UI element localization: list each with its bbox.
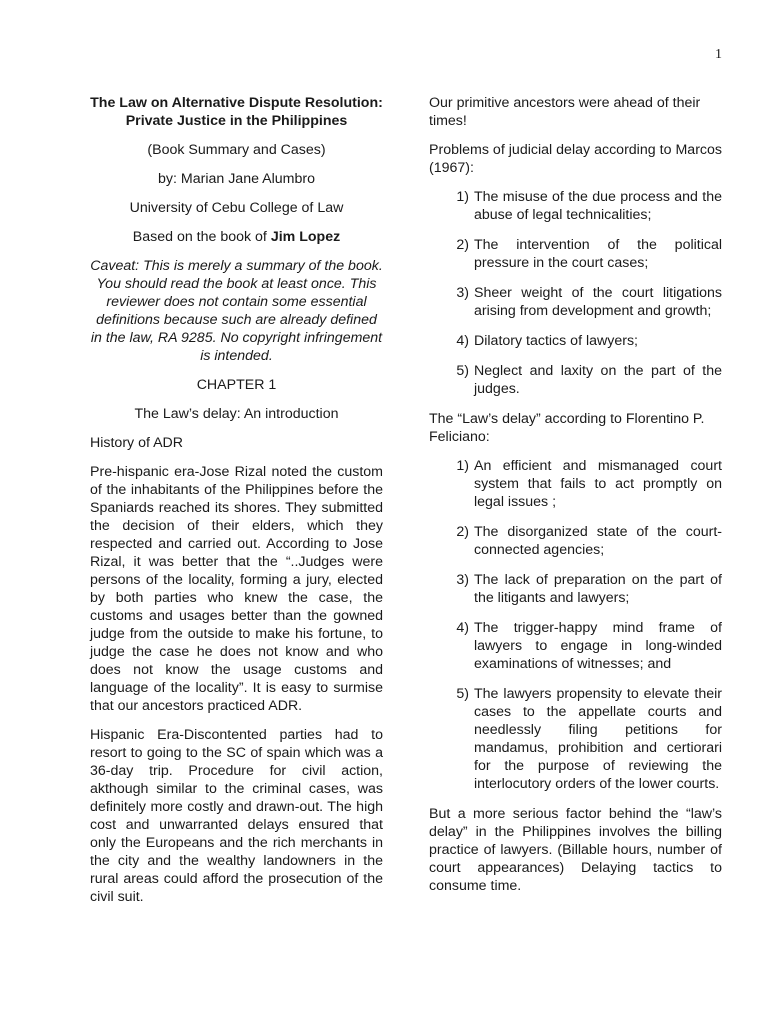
list-item xyxy=(429,362,722,398)
paragraph-hispanic: Hispanic Era-Discontented parties had to resort to going to the SC of spain which was a 36-day trip. Procedure for civil action, akthough similar to the criminal cases, was definitely more costly and drawn-out. The high cost and unwarranted delays ensured that only the Europeans and the rich merchants in the city and the wealthy landowners in the rural areas could afford the prosecution of the civil suit. xyxy=(90,727,383,905)
list-number: 4) xyxy=(456,620,469,636)
section-heading: History of ADR xyxy=(90,435,184,451)
list-item xyxy=(429,523,722,559)
list-text: The lawyers propensity to elevate their cases to the appellate courts and needlessly filing petitions for mandamus, prohibition and certiorari for the purpose of reviewing the interlocutory orders of the lower courts. xyxy=(474,686,722,792)
problems-list xyxy=(429,188,722,398)
list-item xyxy=(429,619,722,673)
list-number: 4) xyxy=(456,333,469,349)
page-number: 1 xyxy=(715,47,722,62)
list-number: 3) xyxy=(456,572,469,588)
book-author-name: Jim Lopez xyxy=(270,229,341,245)
list-number: 1) xyxy=(456,458,469,474)
list-text: An efficient and mismanaged court system that fails to act promptly on legal issues ; xyxy=(474,458,722,510)
list-number: 3) xyxy=(456,285,469,301)
caveat-note: Caveat: This is merely a summary of the book. You should read the book at least once. This reviewer does not contain some essential definitions because such are already defined in the law, RA 9285. No copyright infringement is intended. xyxy=(90,258,383,364)
list-text: The lack of preparation on the part of the litigants and lawyers; xyxy=(474,572,722,606)
list-item xyxy=(429,685,722,793)
based-on-line xyxy=(90,228,383,246)
list-item xyxy=(429,188,722,224)
feliciano-heading: The “Law’s delay” according to Florentino P. Feliciano: xyxy=(429,411,705,445)
list-item xyxy=(429,236,722,272)
list-text: The trigger-happy mind frame of lawyers to engage in long-winded examinations of witnesses; and xyxy=(474,620,722,672)
feliciano-list xyxy=(429,457,722,793)
list-item xyxy=(429,332,722,350)
list-text: Dilatory tactics of lawyers; xyxy=(474,333,638,349)
list-number: 5) xyxy=(456,363,469,379)
problems-heading: Problems of judicial delay according to Marcos (1967): xyxy=(429,142,722,176)
paragraph-prehispanic: Pre-hispanic era-Jose Rizal noted the custom of the inhabitants of the Philippines before the Spaniards reached its shores. They submitted the decision of their elders, which they respected and carried out. According to Jose Rizal, it was better that the “..Judges were persons of the locality, forming a jury, elected by both parties who knew the case, the customs and usages better than the gowned judge from the outside to make his fortune, to judge the case he does not know and who does not know the usage customs and language of the locality”. It is easy to surmise that our ancestors practiced ADR. xyxy=(90,464,383,714)
list-text: The misuse of the due process and the abuse of legal technicalities; xyxy=(474,189,722,223)
list-item xyxy=(429,571,722,607)
closing-paragraph: But a more serious factor behind the “law’s delay” in the Philippines involves the billing practice of lawyers. (Billable hours, number of court appearances) Delaying tactics to consume time. xyxy=(429,806,722,894)
school-line: University of Cebu College of Law xyxy=(129,200,344,216)
list-text: The intervention of the political pressure in the court cases; xyxy=(474,237,722,271)
list-number: 2) xyxy=(456,524,469,540)
list-number: 1) xyxy=(456,189,469,205)
list-text: Sheer weight of the court litigations arising from development and growth; xyxy=(474,285,722,319)
list-item xyxy=(429,284,722,320)
list-number: 2) xyxy=(456,237,469,253)
list-text: Neglect and laxity on the part of the judges. xyxy=(474,363,722,397)
list-number: 5) xyxy=(456,686,469,702)
left-column xyxy=(90,94,383,917)
document-subtitle: (Book Summary and Cases) xyxy=(147,142,326,158)
chapter-title: The Law’s delay: An introduction xyxy=(134,406,339,422)
intro-line: Our primitive ancestors were ahead of their times! xyxy=(429,95,701,129)
based-on-prefix: Based on the book of xyxy=(132,229,271,245)
list-text: The disorganized state of the court-connected agencies; xyxy=(474,524,722,558)
right-column xyxy=(429,94,722,906)
document-title: The Law on Alternative Dispute Resolution: Private Justice in the Philippines xyxy=(90,95,383,129)
chapter-heading: CHAPTER 1 xyxy=(196,377,277,393)
author-line: by: Marian Jane Alumbro xyxy=(158,171,315,187)
list-item xyxy=(429,457,722,511)
